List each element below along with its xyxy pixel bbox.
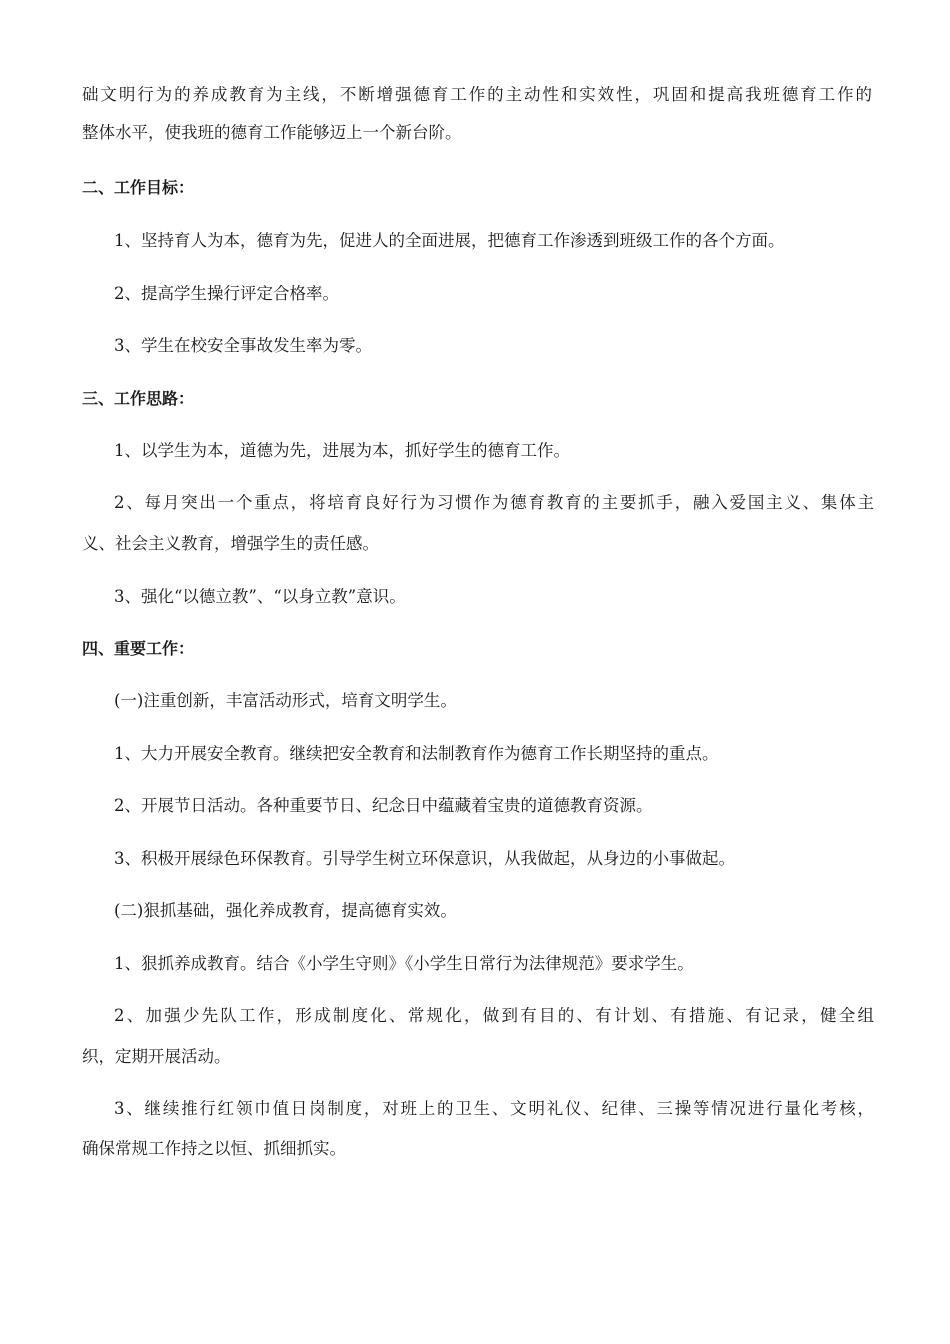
section-3-heading: 三、工作思路： — [82, 389, 195, 408]
idea-item-2-line-2: 义、社会主义教育，增强学生的责任感。 — [82, 534, 379, 553]
section-2-heading: 二、工作目标： — [82, 178, 195, 197]
goal-item-1: 1、坚持育人为本，德育为先，促进人的全面进展，把德育工作渗透到班级工作的各个方面。 — [114, 231, 785, 250]
intro-line-1: 础文明行为的养成教育为主线，不断增强德育工作的主动性和实效性，巩固和提高我班德育工作的 — [82, 85, 872, 104]
work-2-item-3-line-2: 确保常规工作持之以恒、抓细抓实。 — [82, 1139, 346, 1158]
sub-2-title: (二)狠抓基础，强化养成教育，提高德育实效。 — [114, 901, 457, 920]
work-1-item-2: 2、开展节日活动。各种重要节日、纪念日中蕴藏着宝贵的道德教育资源。 — [114, 796, 653, 815]
work-2-item-2-line-2: 织，定期开展活动。 — [82, 1047, 231, 1066]
work-2-item-3-line-1: 3、继续推行红领巾值日岗制度，对班上的卫生、文明礼仪、纪律、三操等情况进行量化考核， — [114, 1099, 874, 1118]
idea-item-3: 3、强化“以德立教”、“以身立教”意识。 — [114, 587, 406, 606]
idea-item-1: 1、以学生为本，道德为先，进展为本，抓好学生的德育工作。 — [114, 441, 570, 460]
sub-1-title: (一)注重创新，丰富活动形式，培育文明学生。 — [114, 691, 457, 710]
work-2-item-2-line-1: 2、加强少先队工作，形成制度化、常规化，做到有目的、有计划、有措施、有记录，健全组 — [114, 1006, 874, 1025]
idea-item-2-line-1: 2、每月突出一个重点，将培育良好行为习惯作为德育教育的主要抓手，融入爱国主义、集体主 — [114, 493, 874, 512]
intro-line-2: 整体水平，使我班的德育工作能够迈上一个新台阶。 — [82, 123, 462, 142]
goal-item-3: 3、学生在校安全事故发生率为零。 — [114, 336, 372, 355]
goal-item-2: 2、提高学生操行评定合格率。 — [114, 284, 339, 303]
section-4-heading: 四、重要工作： — [82, 639, 195, 658]
work-1-item-1: 1、大力开展安全教育。继续把安全教育和法制教育作为德育工作长期坚持的重点。 — [114, 744, 719, 763]
work-1-item-3: 3、积极开展绿色环保教育。引导学生树立环保意识，从我做起，从身边的小事做起。 — [114, 849, 735, 868]
work-2-item-1: 1、狠抓养成教育。结合《小学生守则》《小学生日常行为法律规范》要求学生。 — [114, 954, 694, 973]
